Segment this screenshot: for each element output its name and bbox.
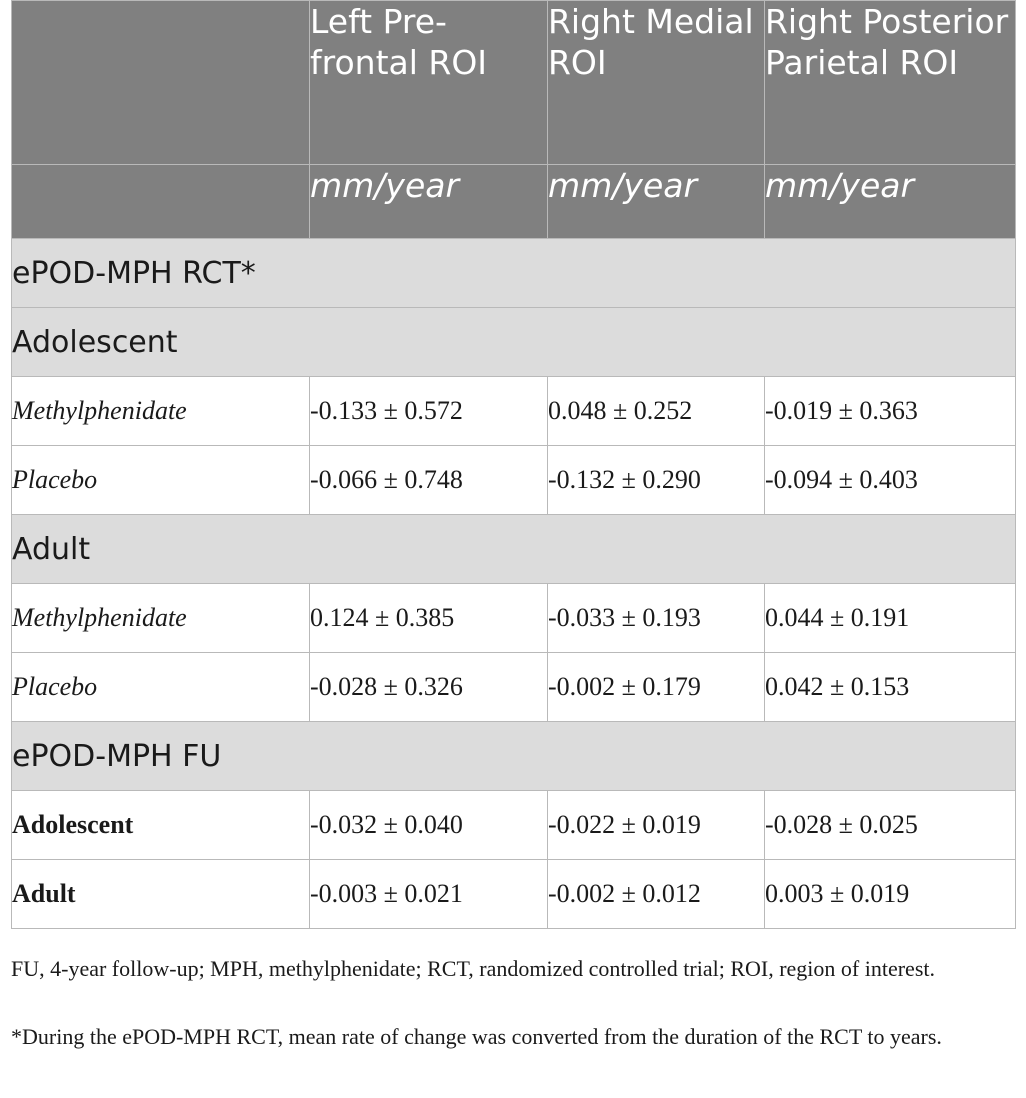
- column-header-left-prefrontal: Left Pre-frontal ROI: [310, 1, 548, 165]
- header-corner: [12, 1, 310, 165]
- section-row: [12, 722, 1016, 791]
- cell-value: -0.066 ± 0.748: [310, 446, 548, 515]
- section-title: ePOD-MPH RCT*: [12, 239, 1016, 308]
- cell-value: -0.033 ± 0.193: [548, 584, 765, 653]
- footnote-abbreviations: FU, 4-year follow-up; MPH, methylphenidate; RCT, randomized controlled trial; ROI, region of interest.: [11, 956, 935, 981]
- cell-value: -0.133 ± 0.572: [310, 377, 548, 446]
- footnote-conversion: *During the ePOD-MPH RCT, mean rate of change was converted from the duration of the RCT to years.: [11, 1024, 942, 1049]
- table-row: [12, 860, 1016, 929]
- table-row: [12, 446, 1016, 515]
- cell-value: -0.019 ± 0.363: [765, 377, 1016, 446]
- row-label: Adult: [12, 860, 310, 929]
- column-header-right-posterior-parietal: Right Posterior Parietal ROI: [765, 1, 1016, 165]
- header-row: [12, 1, 1016, 165]
- data-table: [11, 0, 1016, 929]
- units-row: [12, 165, 1016, 239]
- cell-value: 0.003 ± 0.019: [765, 860, 1016, 929]
- row-label: Methylphenidate: [12, 377, 310, 446]
- unit-left-prefrontal: mm/year: [310, 165, 548, 239]
- cell-value: 0.044 ± 0.191: [765, 584, 1016, 653]
- cell-value: 0.042 ± 0.153: [765, 653, 1016, 722]
- group-row: [12, 515, 1016, 584]
- cell-value: -0.003 ± 0.021: [310, 860, 548, 929]
- cell-value: -0.002 ± 0.179: [548, 653, 765, 722]
- group-row: [12, 308, 1016, 377]
- row-label: Placebo: [12, 653, 310, 722]
- cell-value: -0.002 ± 0.012: [548, 860, 765, 929]
- cell-value: 0.048 ± 0.252: [548, 377, 765, 446]
- column-header-right-medial: Right Medial ROI: [548, 1, 765, 165]
- section-title: ePOD-MPH FU: [12, 722, 1016, 791]
- row-label: Methylphenidate: [12, 584, 310, 653]
- table-row: [12, 791, 1016, 860]
- cell-value: -0.032 ± 0.040: [310, 791, 548, 860]
- units-corner: [12, 165, 310, 239]
- cell-value: -0.028 ± 0.025: [765, 791, 1016, 860]
- row-label: Placebo: [12, 446, 310, 515]
- table-row: [12, 584, 1016, 653]
- cell-value: -0.028 ± 0.326: [310, 653, 548, 722]
- cell-value: -0.132 ± 0.290: [548, 446, 765, 515]
- cell-value: -0.022 ± 0.019: [548, 791, 765, 860]
- cell-value: -0.094 ± 0.403: [765, 446, 1016, 515]
- group-title: Adolescent: [12, 308, 1016, 377]
- cell-value: 0.124 ± 0.385: [310, 584, 548, 653]
- section-row: [12, 239, 1016, 308]
- unit-right-medial: mm/year: [548, 165, 765, 239]
- table-row: [12, 653, 1016, 722]
- group-title: Adult: [12, 515, 1016, 584]
- unit-right-posterior-parietal: mm/year: [765, 165, 1016, 239]
- row-label: Adolescent: [12, 791, 310, 860]
- table-row: [12, 377, 1016, 446]
